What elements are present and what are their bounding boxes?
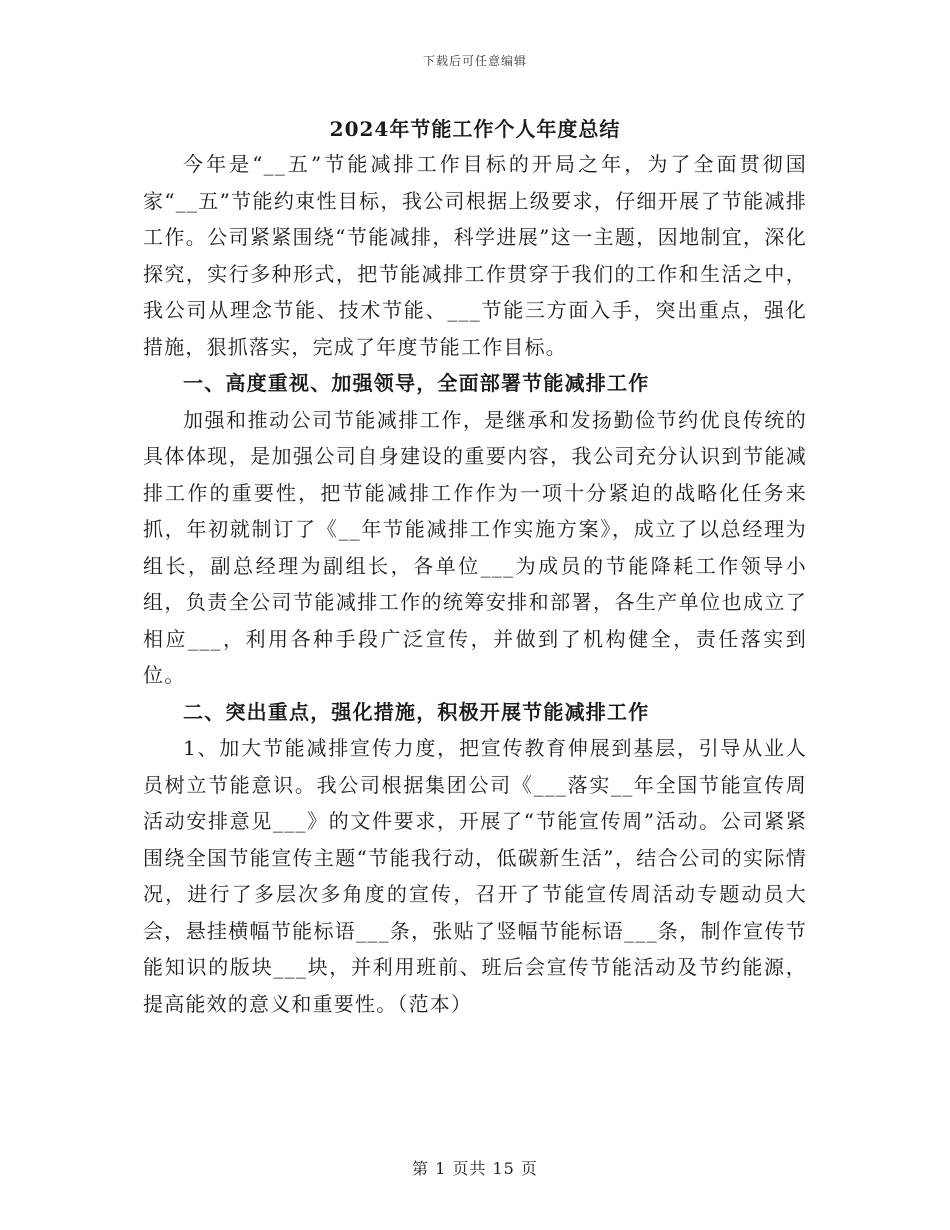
section-heading-1: 一、高度重视、加强领导，全面部署节能减排工作 [183, 371, 650, 395]
section-2-paragraph: 1、加大节能减排宣传力度，把宣传教育伸展到基层，引导从业人员树立节能意识。我公司根据集团公司《___落实__年全国节能宣传周活动安排意见___》的文件要求，开展了“节能宣传周”活动。公司紧紧围绕全国节能宣传主题“节能我行动，低碳新生活”，结合公司的实际情况，进行了多层次多角度的宣传，召开了节能宣传周活动专题动员大会，悬挂横幅节能标语___条，张贴了竖幅节能标语___条，制作宣传节能知识的版块___块，并利用班前、班后会宣传节能活动及节约能源，提高能效的意义和重要性。（范本） [143, 736, 807, 1016]
intro-paragraph: 今年是“__五”节能减排工作目标的开局之年，为了全面贯彻国家“__五”节能约束性目标，我公司根据上级要求，仔细开展了节能减排工作。公司紧紧围绕“节能减排，科学进展”这一主题，因地制宜，深化探究，实行多种形式，把节能减排工作贯穿于我们的工作和生活之中，我公司从理念节能、技术节能、___节能三方面入手，突出重点，强化措施，狠抓落实，完成了年度节能工作目标。 [143, 152, 807, 359]
document-title: 2024年节能工作个人年度总结 [329, 117, 621, 141]
document-body [143, 112, 807, 1022]
page-number-footer: 第 1 页共 15 页 [412, 1159, 538, 1178]
section-heading-2: 二、突出重点，强化措施，积极开展节能减排工作 [183, 699, 650, 724]
section-1-paragraph: 加强和推动公司节能减排工作，是继承和发扬勤俭节约优良传统的具体体现，是加强公司自身建设的重要内容，我公司充分认识到节能减排工作的重要性，把节能减排工作作为一项十分紧迫的战略化任务来抓，年初就制订了《__年节能减排工作实施方案》，成立了以总经理为组长，副总经理为副组长，各单位___为成员的节能降耗工作领导小组，负责全公司节能减排工作的统筹安排和部署，各生产单位也成立了相应___，利用各种手段广泛宣传，并做到了机构健全，责任落实到位。 [143, 407, 807, 687]
header-note: 下载后可任意编辑 [422, 54, 527, 68]
